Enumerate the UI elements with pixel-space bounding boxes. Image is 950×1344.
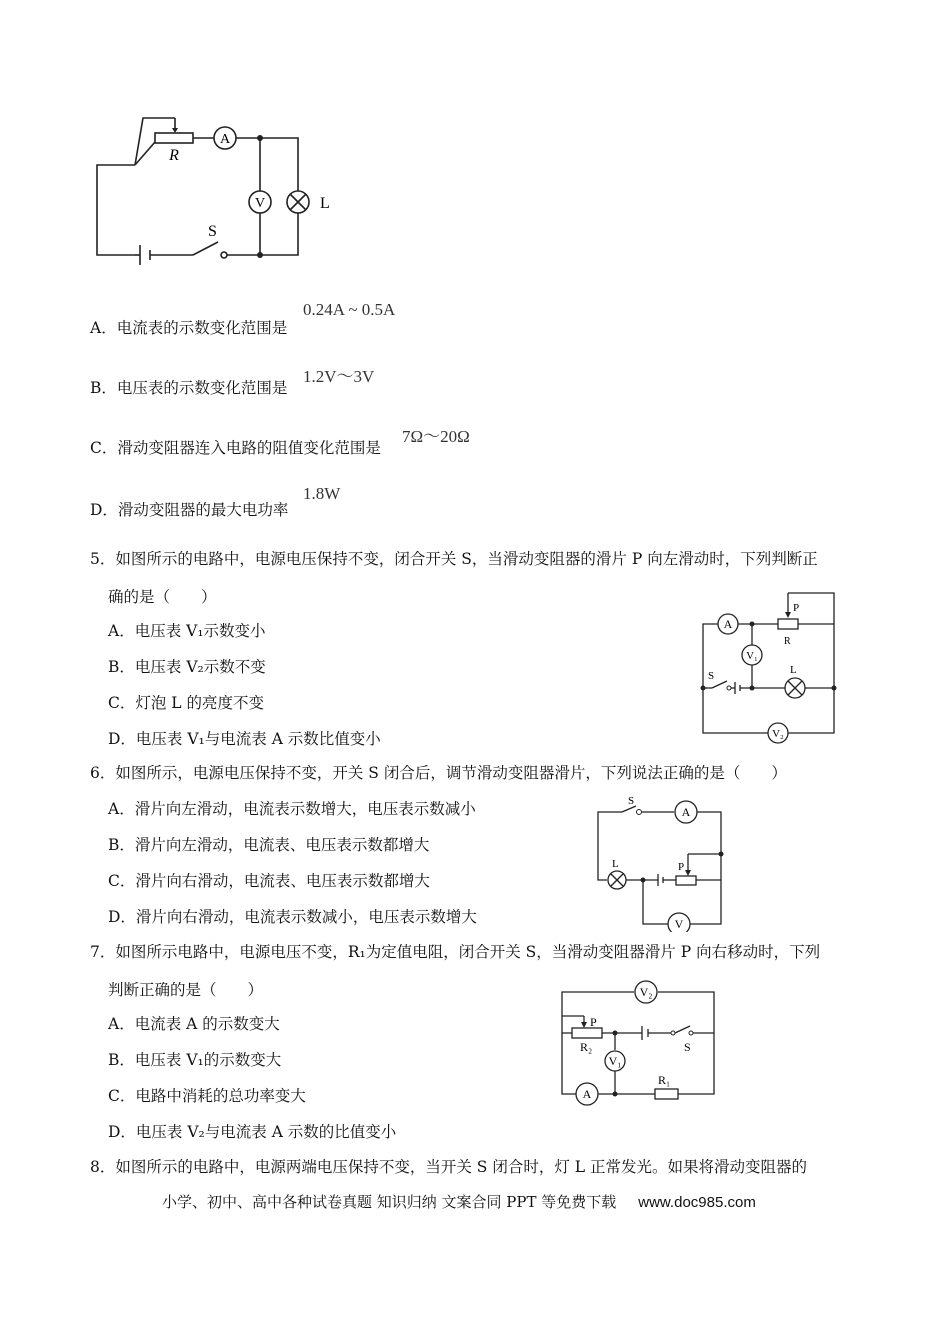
q4-option-a: A．电流表的示数变化范围是: [90, 319, 288, 337]
q6-option-c: C．滑片向右滑动，电流表、电压表示数都增大: [108, 872, 430, 890]
q5-stem-line1: 5．如图所示的电路中，电源电压保持不变，闭合开关 S，当滑动变阻器的滑片 P 向左滑动时，下列判断正: [90, 550, 818, 568]
q6-label-l: L: [612, 858, 619, 870]
q5-circuit-diagram: [700, 588, 845, 746]
q6-label-v: V: [674, 917, 684, 931]
q5-label-s: S: [708, 670, 715, 682]
footer-text: 小学、初中、高中各种试卷真题 知识归纳 文案合同 PPT 等免费下载: [162, 1193, 617, 1211]
q6-option-d: D．滑片向右滑动，电流表示数减小，电压表示数增大: [108, 908, 477, 926]
q7-label-v2: V₂: [639, 985, 653, 999]
q4-label-v: V: [254, 196, 266, 211]
q5-label-p: P: [793, 602, 800, 614]
q6-label-a: A: [681, 805, 691, 819]
q6-label-s: S: [628, 795, 635, 807]
q7-stem-line1: 7．如图所示电路中，电源电压不变，R₁为定值电阻，闭合开关 S，当滑动变阻器滑片 P 向右移动时，下列: [90, 943, 821, 961]
q7-label-p: P: [590, 1015, 597, 1029]
q4-label-l: L: [320, 195, 330, 212]
q4-option-c-value: 7Ω～20Ω: [402, 427, 470, 446]
q4-option-b-value: 1.2V～3V: [303, 367, 375, 386]
q4-label-s: S: [208, 223, 217, 240]
q5-label-l: L: [790, 664, 797, 676]
q6-option-a: A．滑片向左滑动，电流表示数增大，电压表示数减小: [108, 800, 476, 818]
q4-option-a-value: 0.24A ~ 0.5A: [303, 300, 396, 319]
page-footer: [162, 1191, 756, 1212]
q7-label-r2: R₂: [580, 1040, 593, 1054]
q7-label-v1: V₁: [608, 1054, 622, 1068]
q4-option-c: C．滑动变阻器连入电路的阻值变化范围是: [90, 439, 381, 457]
q4-option-d: D．滑动变阻器的最大电功率: [90, 501, 289, 519]
q6-option-b: B．滑片向左滑动，电流表、电压表示数都增大: [108, 836, 430, 854]
q5-option-c: C．灯泡 L 的亮度不变: [108, 694, 265, 712]
q7-label-s: S: [684, 1040, 691, 1054]
q4-circuit-diagram: [90, 110, 340, 270]
q7-option-b: B．电压表 V₁的示数变大: [108, 1051, 282, 1069]
q7-label-a: A: [582, 1087, 592, 1101]
q7-circuit-diagram: [560, 978, 720, 1108]
q4-label-r: R: [169, 147, 179, 164]
q5-label-a: A: [723, 617, 733, 631]
q7-option-c: C．电路中消耗的总功率变大: [108, 1087, 306, 1105]
q6-label-p: P: [678, 861, 685, 873]
q8-stem: 8．如图所示的电路中，电源两端电压保持不变，当开关 S 闭合时，灯 L 正常发光。如果将滑动变阻器的: [90, 1158, 807, 1176]
q5-option-b: B．电压表 V₂示数不变: [108, 658, 266, 676]
q5-label-r: R: [784, 636, 791, 647]
q4-option-d-value: 1.8W: [303, 484, 341, 503]
q7-option-d: D．电压表 V₂与电流表 A 示数的比值变小: [108, 1123, 397, 1141]
q5-label-v2: V₂: [772, 728, 784, 740]
q6-circuit-diagram: [590, 792, 730, 932]
q7-stem-line2: 判断正确的是（ ）: [108, 981, 264, 999]
q7-option-a: A．电流表 A 的示数变大: [108, 1015, 280, 1033]
footer-site-link[interactable]: www.doc985.com: [638, 1194, 756, 1211]
q7-label-r1: R₁: [658, 1073, 671, 1087]
q5-stem-line2: 确的是（ ）: [108, 588, 217, 606]
q4-option-b: B．电压表的示数变化范围是: [90, 379, 288, 397]
q4-label-a: A: [219, 132, 231, 147]
q5-option-d: D．电压表 V₁与电流表 A 示数比值变小: [108, 730, 381, 748]
q5-label-v1: V₁: [746, 650, 758, 662]
q6-stem: 6．如图所示，电源电压保持不变，开关 S 闭合后，调节滑动变阻器滑片，下列说法正确的是（ ）: [90, 764, 787, 782]
q5-option-a: A．电压表 V₁示数变小: [108, 622, 266, 640]
